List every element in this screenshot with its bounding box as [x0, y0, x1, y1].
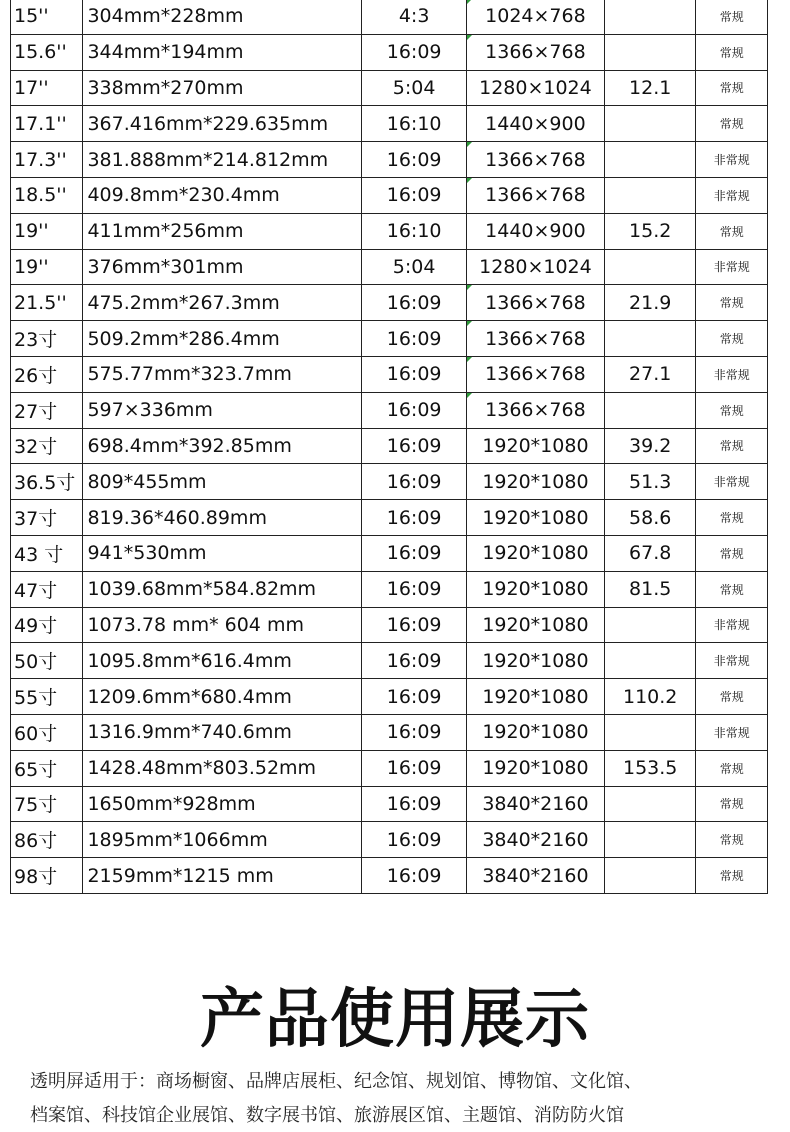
resolution-cell: 1920*1080 — [466, 428, 604, 464]
aspect-ratio-cell: 16:09 — [362, 571, 467, 607]
aspect-ratio-cell: 16:09 — [362, 356, 467, 392]
size-cell: 21.5'' — [11, 285, 83, 321]
usage-description-line-1: 透明屏适用于：商场橱窗、品牌店展柜、纪念馆、规划馆、博物馆、文化馆、 — [30, 1071, 642, 1092]
dimensions-cell: 1039.68mm*584.82mm — [83, 571, 362, 607]
table-row — [11, 786, 768, 822]
type-cell: 非常规 — [696, 142, 768, 178]
size-cell: 37寸 — [11, 500, 83, 536]
usage-description-line-2: 档案馆、科技馆企业展馆、数字展书馆、旅游展区馆、主题馆、消防防火馆 — [30, 1105, 624, 1126]
dimensions-cell: 304mm*228mm — [83, 0, 362, 34]
aspect-ratio-cell: 16:09 — [362, 392, 467, 428]
resolution-cell: 1366×768 — [466, 177, 604, 213]
size-cell: 26寸 — [11, 356, 83, 392]
table-row — [11, 106, 768, 142]
table-row — [11, 285, 768, 321]
table-row — [11, 535, 768, 571]
size-cell: 27寸 — [11, 392, 83, 428]
table-row — [11, 643, 768, 679]
extra-value-cell: 51.3 — [604, 464, 696, 500]
resolution-cell: 3840*2160 — [466, 786, 604, 822]
type-cell: 常规 — [696, 500, 768, 536]
aspect-ratio-cell: 16:09 — [362, 714, 467, 750]
aspect-ratio-cell: 5:04 — [362, 70, 467, 106]
extra-value-cell: 153.5 — [604, 750, 696, 786]
table-row — [11, 392, 768, 428]
resolution-cell: 1366×768 — [466, 356, 604, 392]
extra-value-cell — [604, 321, 696, 357]
type-cell: 常规 — [696, 285, 768, 321]
table-row — [11, 142, 768, 178]
type-cell: 非常规 — [696, 464, 768, 500]
extra-value-cell: 15.2 — [604, 213, 696, 249]
extra-value-cell — [604, 822, 696, 858]
size-cell: 49寸 — [11, 607, 83, 643]
size-cell: 15.6'' — [11, 34, 83, 70]
resolution-cell: 1366×768 — [466, 34, 604, 70]
table-row — [11, 500, 768, 536]
aspect-ratio-cell: 16:09 — [362, 321, 467, 357]
resolution-cell: 1366×768 — [466, 142, 604, 178]
dimensions-cell: 1073.78 mm* 604 mm — [83, 607, 362, 643]
dimensions-cell: 344mm*194mm — [83, 34, 362, 70]
aspect-ratio-cell: 4:3 — [362, 0, 467, 34]
size-cell: 98寸 — [11, 858, 83, 894]
type-cell: 非常规 — [696, 714, 768, 750]
extra-value-cell: 81.5 — [604, 571, 696, 607]
type-cell: 非常规 — [696, 643, 768, 679]
extra-value-cell — [604, 858, 696, 894]
dimensions-cell: 1895mm*1066mm — [83, 822, 362, 858]
type-cell: 常规 — [696, 392, 768, 428]
dimensions-cell: 411mm*256mm — [83, 213, 362, 249]
table-row — [11, 607, 768, 643]
aspect-ratio-cell: 16:09 — [362, 750, 467, 786]
table-row — [11, 356, 768, 392]
size-cell: 17'' — [11, 70, 83, 106]
table-row — [11, 0, 768, 34]
dimensions-cell: 338mm*270mm — [83, 70, 362, 106]
resolution-cell: 1366×768 — [466, 392, 604, 428]
type-cell: 常规 — [696, 786, 768, 822]
resolution-cell: 1920*1080 — [466, 679, 604, 715]
dimensions-cell: 509.2mm*286.4mm — [83, 321, 362, 357]
resolution-cell: 1920*1080 — [466, 750, 604, 786]
extra-value-cell: 67.8 — [604, 535, 696, 571]
table-row — [11, 428, 768, 464]
size-cell: 36.5寸 — [11, 464, 83, 500]
table-row — [11, 822, 768, 858]
type-cell: 常规 — [696, 750, 768, 786]
extra-value-cell — [604, 643, 696, 679]
type-cell: 常规 — [696, 0, 768, 34]
size-cell: 17.3'' — [11, 142, 83, 178]
aspect-ratio-cell: 16:09 — [362, 858, 467, 894]
dimensions-cell: 1316.9mm*740.6mm — [83, 714, 362, 750]
type-cell: 常规 — [696, 34, 768, 70]
resolution-cell: 1366×768 — [466, 285, 604, 321]
dimensions-cell: 575.77mm*323.7mm — [83, 356, 362, 392]
dimensions-cell: 941*530mm — [83, 535, 362, 571]
size-cell: 23寸 — [11, 321, 83, 357]
extra-value-cell: 110.2 — [604, 679, 696, 715]
aspect-ratio-cell: 16:09 — [362, 535, 467, 571]
resolution-cell: 3840*2160 — [466, 822, 604, 858]
extra-value-cell — [604, 177, 696, 213]
spec-table-body — [11, 0, 768, 893]
extra-value-cell: 12.1 — [604, 70, 696, 106]
aspect-ratio-cell: 16:09 — [362, 679, 467, 715]
dimensions-cell: 381.888mm*214.812mm — [83, 142, 362, 178]
extra-value-cell — [604, 106, 696, 142]
type-cell: 常规 — [696, 213, 768, 249]
extra-value-cell — [604, 34, 696, 70]
table-row — [11, 750, 768, 786]
aspect-ratio-cell: 16:09 — [362, 285, 467, 321]
type-cell: 常规 — [696, 106, 768, 142]
dimensions-cell: 698.4mm*392.85mm — [83, 428, 362, 464]
table-row — [11, 177, 768, 213]
aspect-ratio-cell: 16:09 — [362, 142, 467, 178]
extra-value-cell — [604, 786, 696, 822]
aspect-ratio-cell: 16:10 — [362, 106, 467, 142]
type-cell: 常规 — [696, 321, 768, 357]
aspect-ratio-cell: 16:09 — [362, 607, 467, 643]
table-row — [11, 34, 768, 70]
extra-value-cell — [604, 392, 696, 428]
extra-value-cell — [604, 607, 696, 643]
resolution-cell: 1920*1080 — [466, 500, 604, 536]
size-cell: 17.1'' — [11, 106, 83, 142]
type-cell: 常规 — [696, 428, 768, 464]
dimensions-cell: 475.2mm*267.3mm — [83, 285, 362, 321]
size-cell: 47寸 — [11, 571, 83, 607]
dimensions-cell: 819.36*460.89mm — [83, 500, 362, 536]
type-cell: 非常规 — [696, 607, 768, 643]
table-row — [11, 70, 768, 106]
resolution-cell: 1280×1024 — [466, 249, 604, 285]
type-cell: 常规 — [696, 571, 768, 607]
dimensions-cell: 376mm*301mm — [83, 249, 362, 285]
dimensions-cell: 1428.48mm*803.52mm — [83, 750, 362, 786]
dimensions-cell: 1209.6mm*680.4mm — [83, 679, 362, 715]
table-row — [11, 679, 768, 715]
aspect-ratio-cell: 16:09 — [362, 34, 467, 70]
aspect-ratio-cell: 16:09 — [362, 643, 467, 679]
aspect-ratio-cell: 16:10 — [362, 213, 467, 249]
size-cell: 65寸 — [11, 750, 83, 786]
aspect-ratio-cell: 16:09 — [362, 428, 467, 464]
resolution-cell: 1920*1080 — [466, 643, 604, 679]
table-row — [11, 571, 768, 607]
size-cell: 32寸 — [11, 428, 83, 464]
size-cell: 60寸 — [11, 714, 83, 750]
section-title: 产品使用展示 — [200, 983, 590, 1057]
size-cell: 43 寸 — [11, 535, 83, 571]
resolution-cell: 1920*1080 — [466, 535, 604, 571]
resolution-cell: 3840*2160 — [466, 858, 604, 894]
resolution-cell: 1440×900 — [466, 213, 604, 249]
screen-size-spec-table — [10, 0, 768, 894]
extra-value-cell — [604, 0, 696, 34]
aspect-ratio-cell: 16:09 — [362, 177, 467, 213]
resolution-cell: 1024×768 — [466, 0, 604, 34]
size-cell: 86寸 — [11, 822, 83, 858]
dimensions-cell: 2159mm*1215 mm — [83, 858, 362, 894]
resolution-cell: 1366×768 — [466, 321, 604, 357]
aspect-ratio-cell: 5:04 — [362, 249, 467, 285]
extra-value-cell: 39.2 — [604, 428, 696, 464]
size-cell: 19'' — [11, 213, 83, 249]
extra-value-cell — [604, 142, 696, 178]
resolution-cell: 1920*1080 — [466, 464, 604, 500]
type-cell: 常规 — [696, 535, 768, 571]
extra-value-cell — [604, 714, 696, 750]
resolution-cell: 1920*1080 — [466, 607, 604, 643]
extra-value-cell: 21.9 — [604, 285, 696, 321]
extra-value-cell — [604, 249, 696, 285]
table-row — [11, 858, 768, 894]
size-cell: 75寸 — [11, 786, 83, 822]
type-cell: 非常规 — [696, 177, 768, 213]
table-row — [11, 321, 768, 357]
type-cell: 非常规 — [696, 356, 768, 392]
extra-value-cell: 58.6 — [604, 500, 696, 536]
table-row — [11, 464, 768, 500]
size-cell: 19'' — [11, 249, 83, 285]
type-cell: 非常规 — [696, 249, 768, 285]
dimensions-cell: 409.8mm*230.4mm — [83, 177, 362, 213]
type-cell: 常规 — [696, 858, 768, 894]
dimensions-cell: 1095.8mm*616.4mm — [83, 643, 362, 679]
size-cell: 55寸 — [11, 679, 83, 715]
size-cell: 18.5'' — [11, 177, 83, 213]
table-row — [11, 213, 768, 249]
type-cell: 常规 — [696, 679, 768, 715]
aspect-ratio-cell: 16:09 — [362, 500, 467, 536]
size-cell: 15'' — [11, 0, 83, 34]
dimensions-cell: 367.416mm*229.635mm — [83, 106, 362, 142]
table-row — [11, 249, 768, 285]
table-row — [11, 714, 768, 750]
resolution-cell: 1920*1080 — [466, 714, 604, 750]
type-cell: 常规 — [696, 70, 768, 106]
extra-value-cell: 27.1 — [604, 356, 696, 392]
dimensions-cell: 597×336mm — [83, 392, 362, 428]
aspect-ratio-cell: 16:09 — [362, 822, 467, 858]
resolution-cell: 1920*1080 — [466, 571, 604, 607]
aspect-ratio-cell: 16:09 — [362, 786, 467, 822]
size-cell: 50寸 — [11, 643, 83, 679]
dimensions-cell: 809*455mm — [83, 464, 362, 500]
resolution-cell: 1440×900 — [466, 106, 604, 142]
aspect-ratio-cell: 16:09 — [362, 464, 467, 500]
type-cell: 常规 — [696, 822, 768, 858]
dimensions-cell: 1650mm*928mm — [83, 786, 362, 822]
resolution-cell: 1280×1024 — [466, 70, 604, 106]
